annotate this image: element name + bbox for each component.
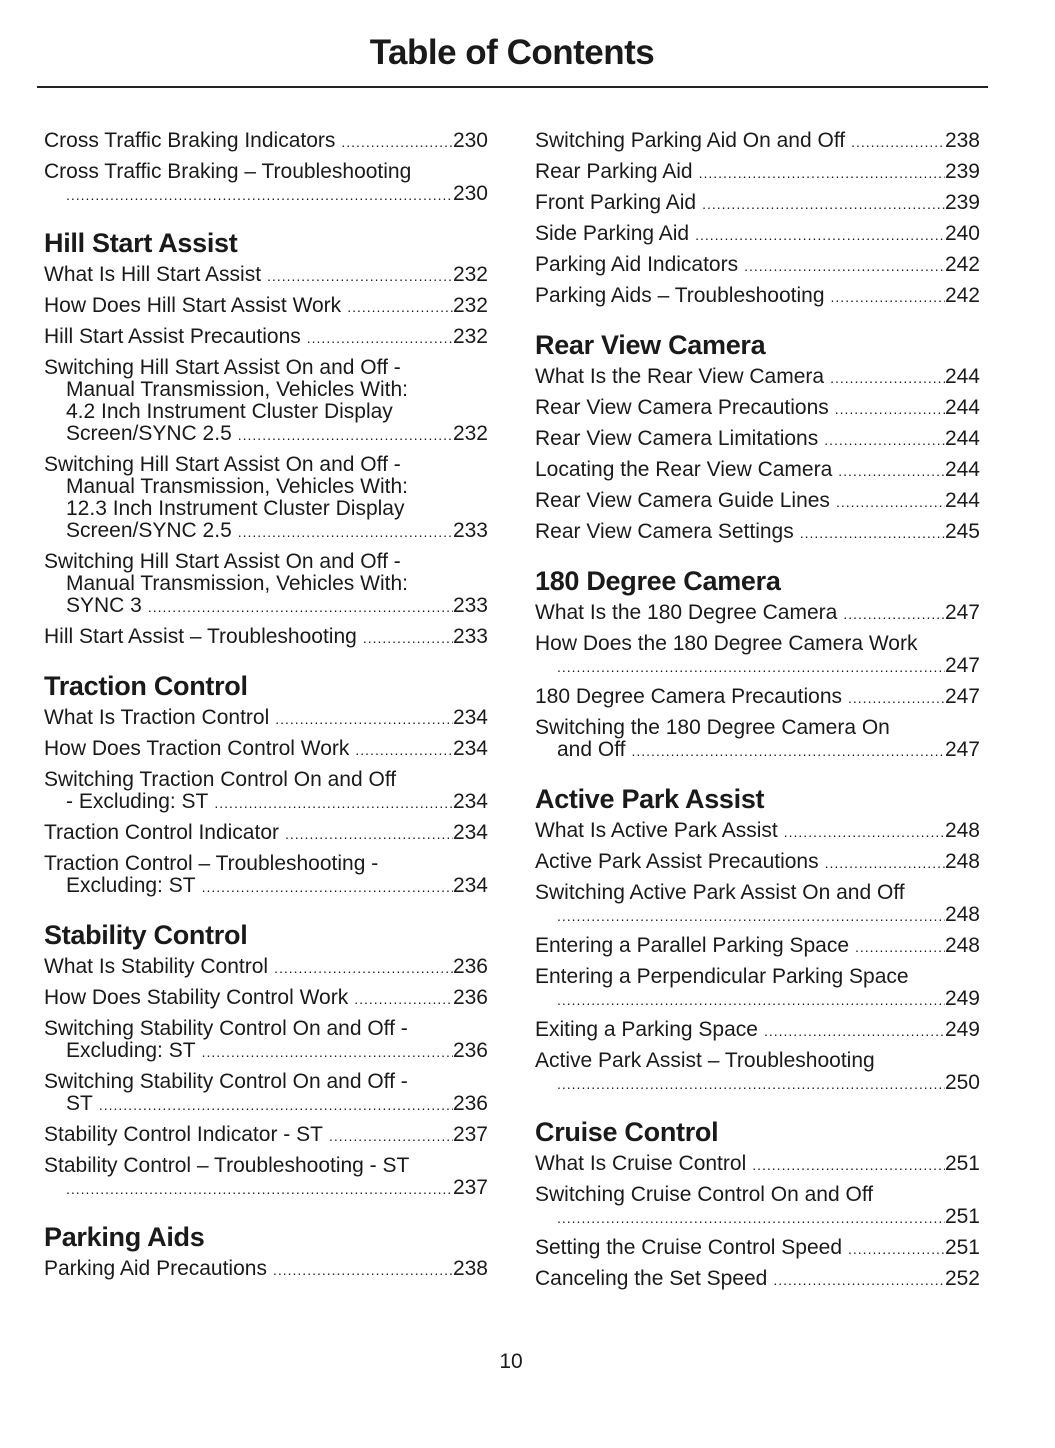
entry-title-line: What Is Active Park Assist <box>535 819 778 842</box>
entry-title-line: Entering a Parallel Parking Space <box>535 934 850 957</box>
entry-page-number[interactable]: 242 <box>944 284 980 307</box>
toc-section <box>44 920 488 1200</box>
entry-page-number[interactable]: 240 <box>944 222 980 245</box>
toc-section <box>44 228 488 649</box>
dot-leader <box>557 656 945 678</box>
entry-last-line <box>535 223 980 246</box>
entry-last-line <box>44 1093 488 1116</box>
toc-entry[interactable] <box>44 738 488 761</box>
entry-title-line: Manual Transmission, Vehicles With: <box>66 572 408 595</box>
entry-title-line: What Is Hill Start Assist <box>44 263 262 286</box>
entry-title-line: Parking Aid Indicators <box>535 253 739 276</box>
entry-page-number[interactable]: 252 <box>944 1267 980 1290</box>
dot-leader <box>202 1041 453 1063</box>
entry-page-number[interactable]: 232 <box>452 263 488 286</box>
dot-leader <box>214 792 453 814</box>
dot-leader <box>202 876 453 898</box>
toc-entry[interactable] <box>535 366 980 389</box>
entry-last-line <box>44 987 488 1010</box>
toc-entry[interactable] <box>535 397 980 420</box>
entry-title-line: Traction Control Indicator <box>44 821 279 844</box>
dot-leader <box>66 184 453 206</box>
dot-leader <box>824 429 945 451</box>
entry-page-number[interactable]: 249 <box>944 987 980 1010</box>
entry-title-line: Exiting a Parking Space <box>535 1018 758 1041</box>
dot-leader <box>557 989 945 1011</box>
entry-last-line <box>44 1040 488 1063</box>
entry-last-line <box>535 1237 980 1260</box>
entry-title-line: How Does Traction Control Work <box>44 737 350 760</box>
entry-title-line: Switching Parking Aid On and Off <box>535 129 846 152</box>
entry-title-line: Switching Active Park Assist On and Off <box>535 881 905 904</box>
entry-title-line: SYNC 3 <box>66 594 142 617</box>
entry-last-line <box>535 935 980 958</box>
entry-last-line <box>44 738 488 761</box>
toc-entry[interactable] <box>535 717 980 762</box>
toc-section <box>535 566 980 762</box>
entry-last-line <box>535 904 980 927</box>
entry-page-number[interactable]: 247 <box>944 654 980 677</box>
toc-entry[interactable] <box>535 192 980 215</box>
entry-last-line <box>535 1153 980 1176</box>
toc-entry[interactable] <box>44 853 488 898</box>
entry-last-line <box>44 326 488 349</box>
entry-page-number[interactable]: 250 <box>944 1071 980 1094</box>
section-heading: Active Park Assist <box>535 784 765 814</box>
toc-entry[interactable] <box>44 987 488 1010</box>
entry-page-number[interactable]: 236 <box>452 986 488 1009</box>
dot-leader <box>274 957 453 979</box>
toc-entry[interactable] <box>535 851 980 874</box>
entry-page-number[interactable]: 230 <box>452 129 488 152</box>
entry-page-number[interactable]: 233 <box>452 519 488 542</box>
entry-last-line <box>44 1124 488 1147</box>
toc-entry[interactable] <box>535 254 980 277</box>
entry-last-line <box>535 1072 980 1095</box>
toc-entry[interactable] <box>44 326 488 349</box>
toc-entry[interactable] <box>44 454 488 543</box>
toc-entry[interactable] <box>535 820 980 843</box>
dot-leader <box>66 1178 453 1200</box>
section-heading: Traction Control <box>44 671 248 701</box>
entry-title-line: Canceling the Set Speed <box>535 1267 768 1290</box>
toc-entry[interactable] <box>535 966 980 1011</box>
entry-last-line <box>44 130 488 153</box>
entry-title-line: Rear View Camera Settings <box>535 520 794 543</box>
toc-section <box>535 1117 980 1291</box>
dot-leader <box>830 367 945 389</box>
entry-title-line: Switching Traction Control On and Off <box>44 768 397 791</box>
dot-leader <box>557 1207 945 1229</box>
dot-leader <box>702 193 945 215</box>
entry-last-line <box>44 875 488 898</box>
toc-column-right <box>535 130 980 1299</box>
entry-last-line <box>535 851 980 874</box>
section-heading: Rear View Camera <box>535 330 766 360</box>
entry-page-number[interactable]: 234 <box>452 706 488 729</box>
dot-leader <box>329 1125 453 1147</box>
entry-last-line <box>535 285 980 308</box>
dot-leader <box>825 852 945 874</box>
entry-last-line <box>535 397 980 420</box>
dot-leader <box>632 740 945 762</box>
dot-leader <box>354 988 453 1010</box>
entry-last-line <box>535 521 980 544</box>
toc-section <box>535 330 980 544</box>
entry-title-line: Stability Control Indicator - ST <box>44 1123 323 1146</box>
toc-entry[interactable] <box>44 822 488 845</box>
toc-entry[interactable] <box>535 633 980 678</box>
dot-leader <box>363 627 453 649</box>
entry-title-line: What Is the Rear View Camera <box>535 365 825 388</box>
entry-last-line <box>44 956 488 979</box>
toc-entry[interactable] <box>535 1237 980 1260</box>
entry-last-line <box>535 490 980 513</box>
entry-page-number[interactable]: 248 <box>944 903 980 926</box>
entry-page-number[interactable]: 234 <box>452 737 488 760</box>
entry-title-line: Locating the Rear View Camera <box>535 458 833 481</box>
dot-leader <box>275 708 453 730</box>
toc-entry[interactable] <box>44 295 488 318</box>
entry-page-number[interactable]: 237 <box>452 1123 488 1146</box>
entry-page-number[interactable]: 236 <box>452 1039 488 1062</box>
toc-entry[interactable] <box>535 1268 980 1291</box>
entry-last-line <box>44 595 488 618</box>
entry-page-number[interactable]: 232 <box>452 422 488 445</box>
entry-page-number[interactable]: 251 <box>944 1152 980 1175</box>
entry-last-line <box>535 254 980 277</box>
entry-title-line: Switching the 180 Degree Camera On <box>535 716 890 739</box>
entry-page-number[interactable]: 251 <box>944 1236 980 1259</box>
toc-entry[interactable] <box>535 130 980 153</box>
entry-last-line <box>44 1258 488 1281</box>
entry-title-line: Front Parking Aid <box>535 191 697 214</box>
dot-leader <box>800 522 945 544</box>
toc-entry[interactable] <box>44 264 488 287</box>
entry-last-line <box>44 822 488 845</box>
toc-entry[interactable] <box>44 357 488 446</box>
entry-title-line: Rear View Camera Limitations <box>535 427 819 450</box>
entry-title-line: Manual Transmission, Vehicles With: <box>66 378 408 401</box>
toc-section <box>44 130 488 206</box>
entry-page-number[interactable]: 244 <box>944 489 980 512</box>
toc-entry[interactable] <box>535 1050 980 1095</box>
entry-title-line: Entering a Perpendicular Parking Space <box>535 965 909 988</box>
entry-last-line <box>535 820 980 843</box>
dot-leader <box>699 162 945 184</box>
entry-page-number[interactable]: 234 <box>452 874 488 897</box>
entry-page-number[interactable]: 234 <box>452 790 488 813</box>
entry-title-line: Cross Traffic Braking Indicators <box>44 129 336 152</box>
entry-page-number[interactable]: 238 <box>944 129 980 152</box>
toc-entry[interactable] <box>44 1155 488 1200</box>
entry-page-number[interactable]: 233 <box>452 594 488 617</box>
entry-page-number[interactable]: 244 <box>944 396 980 419</box>
entry-title-line: Rear View Camera Guide Lines <box>535 489 830 512</box>
dot-leader <box>307 327 453 349</box>
entry-title-line: Stability Control – Troubleshooting - ST <box>44 1154 410 1177</box>
entry-last-line <box>535 1268 980 1291</box>
entry-title-line: Parking Aids – Troubleshooting <box>535 284 825 307</box>
title-divider <box>37 86 988 88</box>
entry-title-line: Hill Start Assist Precautions <box>44 325 301 348</box>
toc-entry[interactable] <box>535 935 980 958</box>
entry-title-line: Side Parking Aid <box>535 222 690 245</box>
entry-page-number[interactable]: 239 <box>944 191 980 214</box>
entry-last-line <box>535 1206 980 1229</box>
entry-title-line: Setting the Cruise Control Speed <box>535 1236 843 1259</box>
entry-title-line: Hill Start Assist – Troubleshooting <box>44 625 357 648</box>
dot-leader <box>273 1259 453 1281</box>
dot-leader <box>784 821 945 843</box>
toc-entry[interactable] <box>44 551 488 618</box>
entry-last-line <box>44 520 488 543</box>
toc-entry[interactable] <box>44 161 488 206</box>
entry-page-number[interactable]: 236 <box>452 1092 488 1115</box>
entry-title-line: What Is Traction Control <box>44 706 270 729</box>
entry-title-line: Active Park Assist – Troubleshooting <box>535 1049 875 1072</box>
entry-title-line: Switching Stability Control On and Off - <box>44 1070 408 1093</box>
toc-section <box>535 130 980 308</box>
entry-title-line: - Excluding: ST <box>66 790 209 813</box>
dot-leader <box>557 1073 945 1095</box>
entry-title-line: Screen/SYNC 2.5 <box>66 422 232 445</box>
entry-page-number[interactable]: 230 <box>452 182 488 205</box>
entry-page-number[interactable]: 244 <box>944 427 980 450</box>
entry-last-line <box>44 626 488 649</box>
toc-entry[interactable] <box>535 602 980 625</box>
dot-leader <box>764 1020 945 1042</box>
toc-entry[interactable] <box>535 882 980 927</box>
entry-last-line <box>44 295 488 318</box>
entry-title-line: Rear Parking Aid <box>535 160 693 183</box>
entry-title-line: Switching Hill Start Assist On and Off - <box>44 356 401 379</box>
entry-last-line <box>535 1019 980 1042</box>
entry-title-line: What Is Stability Control <box>44 955 269 978</box>
entry-page-number[interactable]: 236 <box>452 955 488 978</box>
entry-title-line: Rear View Camera Precautions <box>535 396 829 419</box>
toc-entry[interactable] <box>44 1124 488 1147</box>
dot-leader <box>752 1154 945 1176</box>
toc-section <box>44 671 488 898</box>
entry-page-number[interactable]: 247 <box>944 738 980 761</box>
toc-entry[interactable] <box>535 1184 980 1229</box>
entry-title-line: Traction Control – Troubleshooting - <box>44 852 379 875</box>
entry-last-line <box>535 459 980 482</box>
toc-entry[interactable] <box>535 223 980 246</box>
toc-entry[interactable] <box>44 1018 488 1063</box>
dot-leader <box>238 521 453 543</box>
dot-leader <box>848 1238 945 1260</box>
toc-entry[interactable] <box>44 1071 488 1116</box>
entry-title-line: What Is the 180 Degree Camera <box>535 601 838 624</box>
entry-page-number[interactable]: 232 <box>452 325 488 348</box>
entry-page-number[interactable]: 247 <box>944 685 980 708</box>
entry-title-line: 4.2 Inch Instrument Cluster Display <box>66 400 393 423</box>
entry-last-line <box>535 366 980 389</box>
entry-title-line: Parking Aid Precautions <box>44 1257 267 1280</box>
toc-entry[interactable] <box>535 686 980 709</box>
dot-leader <box>347 296 453 318</box>
dot-leader <box>695 224 945 246</box>
entry-last-line <box>44 183 488 206</box>
toc-entry[interactable] <box>535 1019 980 1042</box>
entry-last-line <box>44 1177 488 1200</box>
entry-title-line: and Off <box>557 738 626 761</box>
page-number: 10 <box>499 1350 523 1373</box>
toc-column-left <box>44 130 488 1289</box>
entry-title-line: Switching Cruise Control On and Off <box>535 1183 874 1206</box>
toc-entry[interactable] <box>44 626 488 649</box>
dot-leader <box>855 936 945 958</box>
dot-leader <box>238 424 453 446</box>
dot-leader <box>836 491 945 513</box>
entry-page-number[interactable]: 249 <box>944 1018 980 1041</box>
entry-page-number[interactable]: 248 <box>944 850 980 873</box>
entry-page-number[interactable]: 251 <box>944 1205 980 1228</box>
toc-section <box>535 784 980 1095</box>
entry-page-number[interactable]: 244 <box>944 458 980 481</box>
toc-entry[interactable] <box>535 285 980 308</box>
section-heading: Hill Start Assist <box>44 228 238 258</box>
entry-last-line <box>535 602 980 625</box>
dot-leader <box>835 398 945 420</box>
toc-entry[interactable] <box>535 1153 980 1176</box>
dot-leader <box>557 905 945 927</box>
entry-title-line: Cross Traffic Braking – Troubleshooting <box>44 160 412 183</box>
entry-title-line: How Does Stability Control Work <box>44 986 349 1009</box>
dot-leader <box>148 596 453 618</box>
dot-leader <box>848 687 945 709</box>
toc-entry[interactable] <box>44 1258 488 1281</box>
entry-title-line: Manual Transmission, Vehicles With: <box>66 475 408 498</box>
entry-title-line: Excluding: ST <box>66 874 196 897</box>
entry-title-line: How Does Hill Start Assist Work <box>44 294 342 317</box>
dot-leader <box>355 739 453 761</box>
section-heading: 180 Degree Camera <box>535 566 781 596</box>
entry-page-number[interactable]: 247 <box>944 601 980 624</box>
toc-entry[interactable] <box>44 956 488 979</box>
dot-leader <box>838 460 945 482</box>
entry-title-line: Switching Hill Start Assist On and Off - <box>44 550 401 573</box>
entry-last-line <box>535 686 980 709</box>
dot-leader <box>773 1269 945 1291</box>
entry-title-line: Switching Stability Control On and Off - <box>44 1017 408 1040</box>
toc-entry[interactable] <box>44 707 488 730</box>
entry-page-number[interactable]: 232 <box>452 294 488 317</box>
toc-entry[interactable] <box>535 490 980 513</box>
entry-page-number[interactable]: 239 <box>944 160 980 183</box>
toc-entry[interactable] <box>44 130 488 153</box>
entry-page-number[interactable]: 242 <box>944 253 980 276</box>
entry-page-number[interactable]: 233 <box>452 625 488 648</box>
section-heading: Parking Aids <box>44 1222 205 1252</box>
entry-page-number[interactable]: 245 <box>944 520 980 543</box>
dot-leader <box>831 286 945 308</box>
entry-page-number[interactable]: 238 <box>452 1257 488 1280</box>
entry-title-line: ST <box>66 1092 93 1115</box>
entry-title-line: 12.3 Inch Instrument Cluster Display <box>66 497 405 520</box>
dot-leader <box>267 265 453 287</box>
entry-title-line: What Is Cruise Control <box>535 1152 747 1175</box>
dot-leader <box>851 131 945 153</box>
toc-section <box>44 1222 488 1281</box>
toc-entry[interactable] <box>535 428 980 451</box>
entry-title-line: Switching Hill Start Assist On and Off - <box>44 453 401 476</box>
entry-last-line <box>535 192 980 215</box>
section-heading: Stability Control <box>44 920 248 950</box>
toc-entry[interactable] <box>44 769 488 814</box>
entry-last-line <box>535 739 980 762</box>
entry-last-line <box>44 707 488 730</box>
dot-leader <box>744 255 945 277</box>
entry-title-line: Active Park Assist Precautions <box>535 850 819 873</box>
entry-last-line <box>535 428 980 451</box>
entry-page-number[interactable]: 234 <box>452 821 488 844</box>
entry-page-number[interactable]: 248 <box>944 819 980 842</box>
entry-title-line: How Does the 180 Degree Camera Work <box>535 632 918 655</box>
entry-last-line <box>44 791 488 814</box>
entry-page-number[interactable]: 237 <box>452 1176 488 1199</box>
entry-title-line: Screen/SYNC 2.5 <box>66 519 232 542</box>
dot-leader <box>99 1094 453 1116</box>
entry-last-line <box>535 161 980 184</box>
toc-entry[interactable] <box>535 161 980 184</box>
entry-page-number[interactable]: 248 <box>944 934 980 957</box>
toc-entry[interactable] <box>535 521 980 544</box>
entry-title-line: 180 Degree Camera Precautions <box>535 685 843 708</box>
dot-leader <box>843 603 945 625</box>
entry-last-line <box>535 655 980 678</box>
entry-last-line <box>535 130 980 153</box>
entry-title-line: Excluding: ST <box>66 1039 196 1062</box>
entry-last-line <box>44 423 488 446</box>
section-heading: Cruise Control <box>535 1117 719 1147</box>
toc-entry[interactable] <box>535 459 980 482</box>
page-title: Table of Contents <box>369 33 655 72</box>
entry-page-number[interactable]: 244 <box>944 365 980 388</box>
entry-last-line <box>535 988 980 1011</box>
dot-leader <box>285 823 453 845</box>
dot-leader <box>341 131 453 153</box>
entry-last-line <box>44 264 488 287</box>
